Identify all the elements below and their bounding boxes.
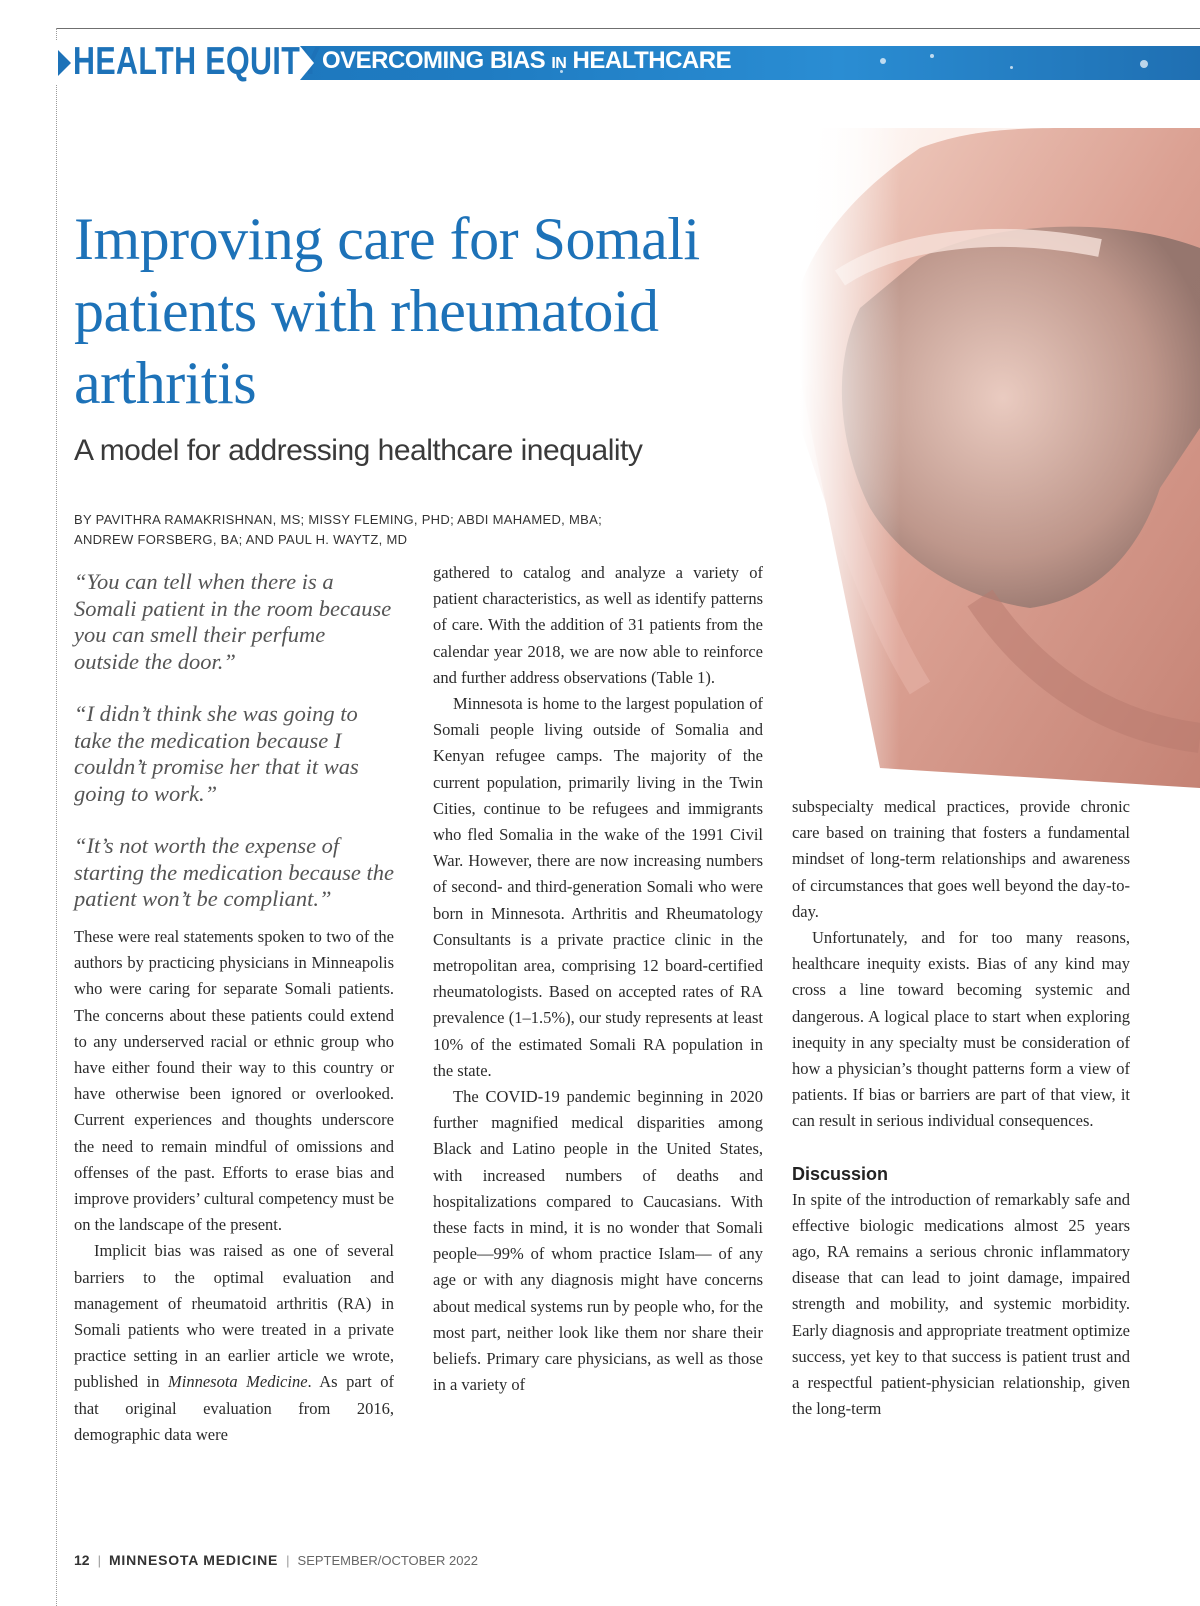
- body-paragraph: In spite of the introduction of remarkably safe and effective biologic medications almost 25 years ago, RA remains a serious chronic inflammatory disease that can lead to joint damage, impaired strength and mobility, and systemic morbidity. Early diagnosis and appropriate treatment optimize success, yet key to that success is patient trust and a respectful patient-physician relationship, given the long-term: [792, 1189, 1130, 1419]
- body-paragraph: gathered to catalog and analyze a variety of patient characteristics, as well as identify patterns of care. With the addition of 31 patients from the calendar year 2018, we are now able to reinforce and further address observations (Table 1).: [433, 563, 763, 687]
- body-paragraph: Minnesota is home to the largest population of Somali people living outside of Somalia and Kenyan refugee camps. The majority of the current population, primarily living in the Twin Cities, continue to be refugees and immigrants who fled Somalia in the wake of the 1991 Civil War. However, there are now increasing numbers of second- and third-generation Somali who were born in Minnesota. Arthritis and Rheumatology Consultants is a private practice clinic in the metropolitan area, comprising 12 board-certified rheumatologists. Based on accepted rates of RA prevalence (1–1.5%), our study represents at least 10% of the estimated Somali RA population in the state.: [433, 694, 763, 1080]
- discussion-heading: Discussion: [792, 1163, 889, 1184]
- byline-line-1: BY PAVITHRA RAMAKRISHNAN, MS; MISSY FLEMING, PHD; ABDI MAHAMED, MBA;: [74, 512, 602, 527]
- top-rule: [56, 28, 1200, 29]
- article-headline: Improving care for Somali patients with rheumatoid arthritis: [74, 206, 700, 416]
- body-paragraph: The COVID-19 pandemic beginning in 2020 further magnified medical disparities among Black and Latino people in the United States, with increased numbers of deaths and hospitalizations compared to Caucasians. With these facts in mind, it is no wonder that Somali people—99% of whom practice Islam— of any age or with any diagnosis might have concerns about medical systems run by people who, for the most part, neither look like them nor share their beliefs. Primary care physicians, as well as those in a variety of: [433, 1087, 763, 1395]
- article-deck: A model for addressing healthcare inequality: [74, 434, 643, 467]
- body-paragraph: These were real statements spoken to two of the authors by practicing physicians in Minneapolis who were caring for separate Somali patients. The concerns about these patients could extend to any underserved racial or ethnic group who have either found their way to this country or have otherwise been ignored or overlooked. Current experiences and thoughts underscore the need to remain mindful of omissions and offenses of the past. Efforts to erase bias and improve providers’ cultural competency must be on the landscape of the present.: [74, 927, 394, 1235]
- byline-line-2: ANDREW FORSBERG, BA; AND PAUL H. WAYTZ, MD: [74, 532, 408, 547]
- section-subtitle: OVERCOMING BIAS IN HEALTHCARE: [322, 47, 732, 74]
- journal-name: Minnesota Medicine: [168, 1372, 308, 1392]
- banner-arrow-icon: [58, 50, 71, 76]
- body-paragraph: Implicit bias was raised as one of several barriers to the optimal evaluation and management of rheumatoid arthritis (RA) in Somali patients who were treated in a private practice setting in an earlier article we wrote, published in Minnesota Medicine. As part of that original evaluation from 2016, demographic data were: [74, 1241, 394, 1444]
- chevron-right-icon: [300, 46, 314, 80]
- page-footer: 12 | MINNESOTA MEDICINE | SEPTEMBER/OCTOBER 2022: [74, 1552, 478, 1568]
- pull-quote: “It’s not worth the expense of starting the medication because the patient won’t be compliant.”: [74, 833, 394, 911]
- body-paragraph: subspecialty medical practices, provide chronic care based on training that fosters a fundamental mindset of long-term relationships and awareness of circumstances that goes well beyond the day-to-day.: [792, 797, 1130, 921]
- pull-quote: “You can tell when there is a Somali patient in the room because you can smell their perfume outside the door.”: [74, 569, 392, 674]
- magazine-name: MINNESOTA MEDICINE: [108, 1552, 279, 1568]
- left-margin-rule: [56, 28, 57, 1606]
- section-title: HEALTH EQUITY: [73, 40, 321, 83]
- page-number: 12: [74, 1552, 90, 1568]
- hero-photo-woman-hijab: [800, 128, 1200, 788]
- body-column-3: [792, 794, 1130, 1422]
- pull-quote: “I didn’t think she was going to take the medication because I couldn’t promise her that it was going to work.”: [74, 701, 359, 806]
- article-byline: [74, 510, 714, 550]
- issue-date: SEPTEMBER/OCTOBER 2022: [297, 1553, 478, 1568]
- body-column-2: [433, 560, 763, 1399]
- pull-quotes: [74, 569, 394, 939]
- body-column-1: [74, 924, 394, 1448]
- body-paragraph: Unfortunately, and for too many reasons, healthcare inequity exists. Bias of any kind may cross a line toward becoming systemic and dangerous. A logical place to start when exploring inequity in any specialty must be consideration of how a physician’s thought patterns form a view of patients. If bias or barriers are part of that view, it can result in serious individual consequences.: [792, 928, 1130, 1131]
